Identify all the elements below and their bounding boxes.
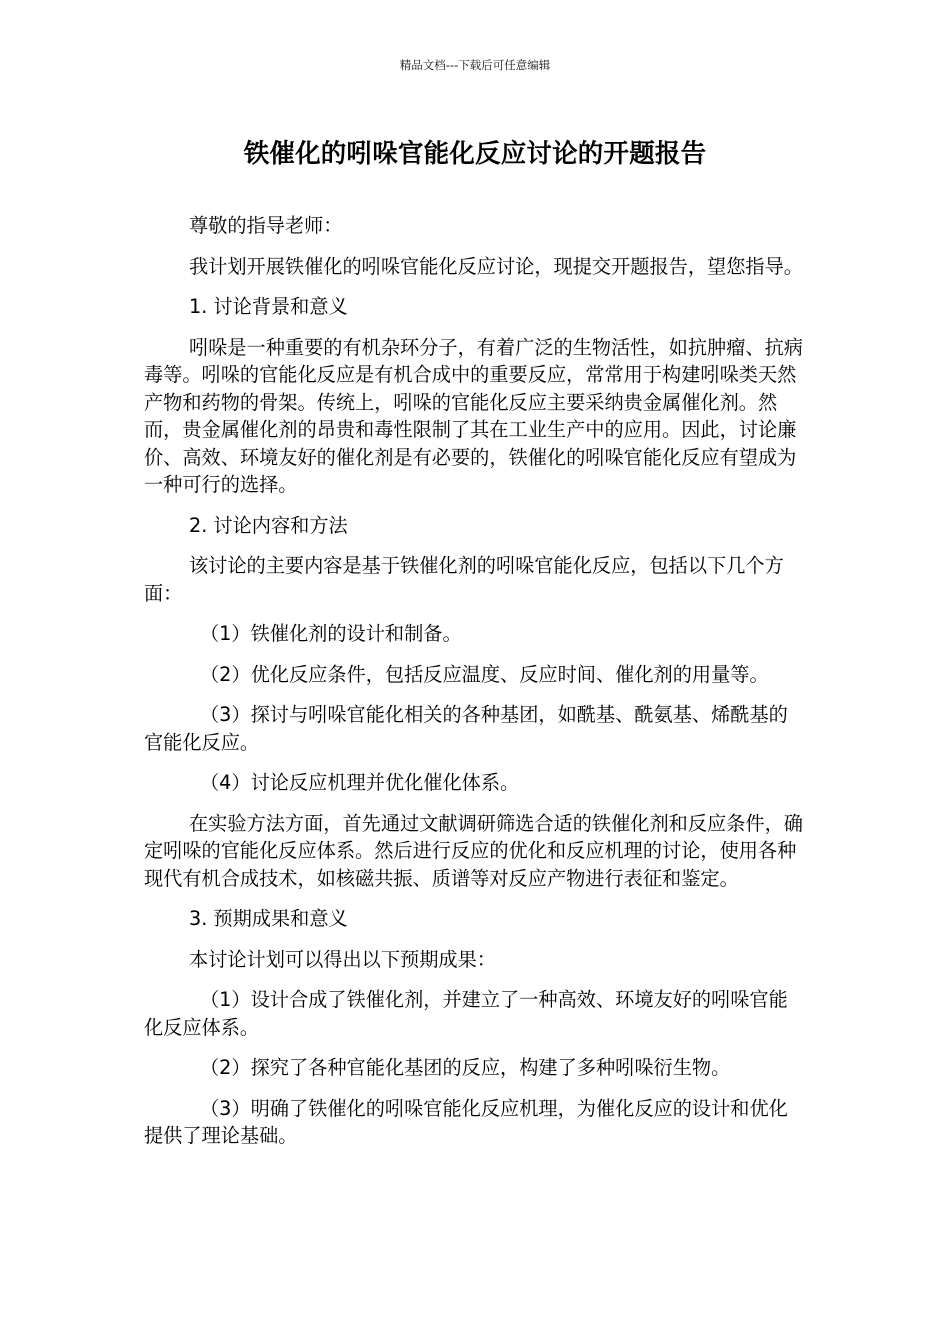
salutation: 尊敬的指导老师：: [189, 214, 343, 237]
section-3-item-1: （1）设计合成了铁催化剂，并建立了一种高效、环境友好的吲哚官能化反应体系。: [144, 988, 788, 1039]
section-2-heading: 2. 讨论内容和方法: [189, 513, 348, 537]
section-2-item-3: （3）探讨与吲哚官能化相关的各种基团，如酰基、酰氨基、烯酰基的官能化反应。: [144, 703, 788, 754]
section-3-item-2: （2）探究了各种官能化基团的反应，构建了多种吲哚衍生物。: [200, 1056, 731, 1079]
document-body: [144, 212, 806, 1163]
section-3-heading: 3. 预期成果和意义: [189, 907, 348, 930]
section-1-body: 吲哚是一种重要的有机杂环分子，有着广泛的生物活性，如抗肿瘤、抗病毒等。吲哚的官能化反应是有机合成中的重要反应，常常用于构建吲哚类天然产物和药物的骨架。传统上，吲哚的官能化反应主要采纳贵金属催化剂。然而，贵金属催化剂的昂贵和毒性限制了其在工业生产中的应用。因此，讨论廉价、高效、环境友好的催化剂是有必要的，铁催化的吲哚官能化反应有望成为一种可行的选择。: [144, 335, 803, 496]
section-2-lead: 该讨论的主要内容是基于铁催化剂的吲哚官能化反应，包括以下几个方面：: [144, 554, 784, 605]
document-title: 铁催化的吲哚官能化反应讨论的开题报告: [243, 139, 707, 169]
section-3-lead: 本讨论计划可以得出以下预期成果：: [189, 947, 496, 971]
section-3-item-3: （3）明确了铁催化的吲哚官能化反应机理，为催化反应的设计和优化提供了理论基础。: [144, 1096, 788, 1147]
section-2-item-4: （4）讨论反应机理并优化催化体系。: [200, 771, 520, 794]
intro-paragraph: 我计划开展铁催化的吲哚官能化反应讨论，现提交开题报告，望您指导。: [189, 254, 803, 278]
section-1-heading: 1. 讨论背景和意义: [189, 295, 348, 318]
section-2-item-1: （1）铁催化剂的设计和制备。: [200, 622, 462, 645]
section-2-methods: 在实验方法方面，首先通过文献调研筛选合适的铁催化剂和反应条件，确定吲哚的官能化反应体系。然后进行反应的优化和反应机理的讨论，使用各种现代有机合成技术，如核磁共振、质谱等对反应产物进行表征和鉴定。: [144, 811, 803, 890]
page-header: 精品文档---下载后可任意编辑: [399, 58, 551, 72]
section-2-item-2: （2）优化反应条件，包括反应温度、反应时间、催化剂的用量等。: [200, 662, 769, 686]
